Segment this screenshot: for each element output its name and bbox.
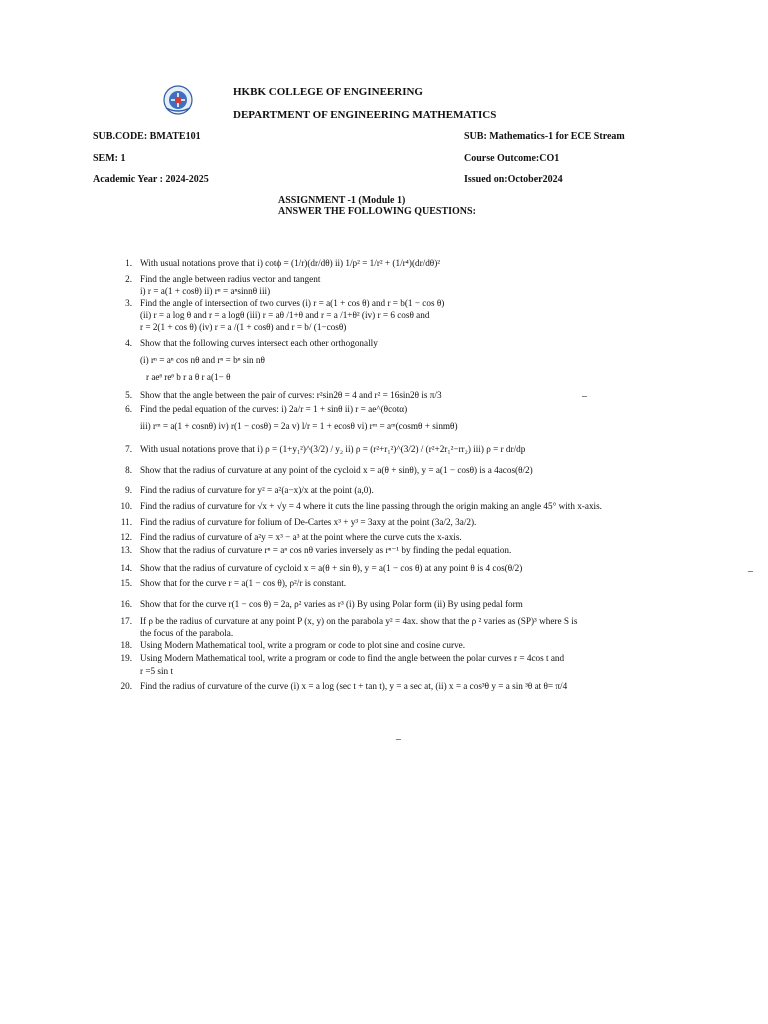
stray-dash: _	[396, 730, 401, 741]
question-continuation: (i) rⁿ = aⁿ cos nθ and rⁿ = bⁿ sin nθ	[140, 355, 265, 365]
college-name: HKBK COLLEGE OF ENGINEERING	[233, 86, 423, 98]
stray-dash: _	[582, 387, 587, 398]
issued-on: Issued on:October2024	[464, 174, 563, 185]
stray-dash: _	[748, 562, 753, 573]
question-continuation: iii) rᵐ = a(1 + cosnθ) iv) r(1 − cosθ) = 2a v) l/r = 1 + ecosθ vi) rᵐ = aᵐ(cosmθ + sinmθ)	[140, 421, 458, 431]
question-continuation: r = 2(1 + cos θ) (iv) r = a /(1 + cosθ) and r = b/ (1−cosθ)	[140, 322, 347, 332]
assignment-title: ASSIGNMENT -1 (Module 1)	[278, 195, 406, 206]
question-continuation: the focus of the parabola.	[140, 628, 234, 638]
subject: SUB: Mathematics-1 for ECE Stream	[464, 131, 625, 142]
course-outcome: Course Outcome:CO1	[464, 153, 560, 164]
department-name: DEPARTMENT OF ENGINEERING MATHEMATICS	[233, 109, 497, 121]
instruction: ANSWER THE FOLLOWING QUESTIONS:	[278, 206, 476, 217]
question-continuation: i) r = a(1 + cosθ) ii) rⁿ = aⁿsinnθ iii)	[140, 286, 271, 296]
college-logo	[160, 84, 196, 116]
sub-code: SUB.CODE: BMATE101	[93, 131, 201, 142]
question-continuation: (ii) r = a log θ and r = a logθ (iii) r = aθ /1+θ and r = a /1+θ² (iv) r = 6 cosθ and	[140, 310, 430, 320]
question-continuation: r =5 sin t	[140, 666, 173, 676]
question-continuation: r aeᶿ reᶿ b r a θ r a(1− θ	[146, 372, 231, 382]
academic-year: Academic Year : 2024-2025	[93, 174, 209, 185]
semester: SEM: 1	[93, 153, 126, 164]
